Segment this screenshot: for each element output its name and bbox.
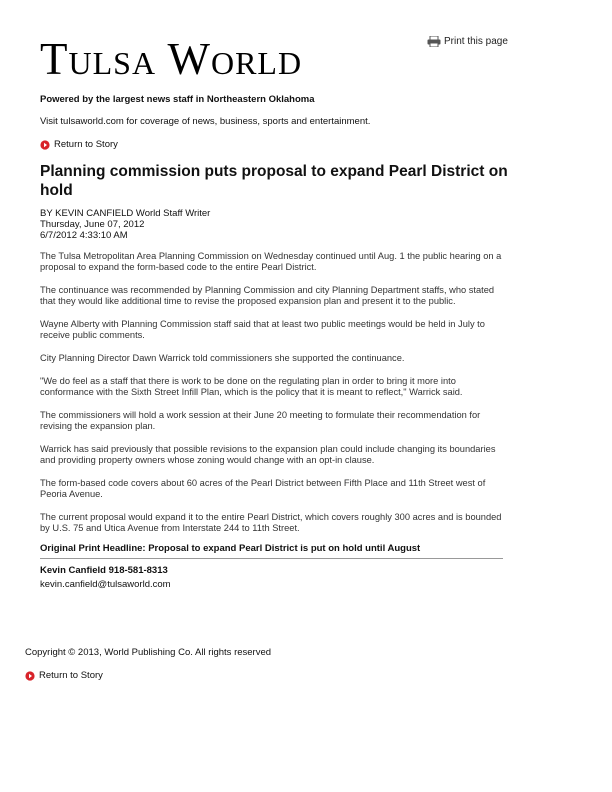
article-timestamp: 6/7/2012 4:33:10 AM (40, 230, 128, 241)
divider (40, 558, 503, 559)
article-paragraph: The commissioners will hold a work session at their June 20 meeting to formulate their recommendation for revising the expansion plan. (40, 410, 481, 431)
article-byline: BY KEVIN CANFIELD World Staff Writer (40, 208, 211, 219)
return-to-story-label: Return to Story (54, 139, 118, 150)
return-to-story-label: Return to Story (39, 670, 103, 681)
article-headline: Planning commission puts proposal to expand Pearl District on hold (40, 163, 508, 199)
arrow-circle-icon (25, 671, 35, 681)
print-page-label: Print this page (444, 36, 508, 47)
author-contact: Kevin Canfield 918-581-8313 (40, 565, 168, 576)
print-page-link[interactable] (427, 36, 508, 47)
printer-icon (427, 36, 441, 47)
article-paragraph: City Planning Director Dawn Warrick told commissioners she supported the continuance. (40, 353, 405, 363)
copyright-notice: Copyright © 2013, World Publishing Co. All rights reserved (25, 647, 272, 658)
visit-line: Visit tulsaworld.com for coverage of news, business, sports and entertainment. (40, 116, 371, 127)
return-to-story-link-bottom[interactable] (25, 670, 103, 681)
arrow-circle-icon (40, 140, 50, 150)
article-body (40, 251, 506, 546)
masthead-text: Tulsa World (40, 34, 303, 84)
tagline: Powered by the largest news staff in Northeastern Oklahoma (40, 94, 315, 105)
author-email: kevin.canfield@tulsaworld.com (40, 579, 171, 590)
article-byline-block (40, 208, 210, 241)
article-date: Thursday, June 07, 2012 (40, 219, 145, 230)
article-paragraph: Warrick has said previously that possible revisions to the expansion plan could include changing its boundaries and providing property owners whose zoning would change with an opt-in clause. (40, 444, 496, 465)
article-paragraph: The current proposal would expand it to the entire Pearl District, which covers roughly 300 acres and is bounded by U.S. 75 and Utica Avenue from Interstate 244 to 11th Street. (40, 512, 502, 533)
return-to-story-link[interactable] (40, 139, 118, 150)
article-paragraph: The Tulsa Metropolitan Area Planning Commission on Wednesday continued until Aug. 1 the public hearing on a proposal to expand the form-based code to the entire Pearl District. (40, 251, 502, 272)
article-paragraph: The continuance was recommended by Planning Commission and city Planning Department staffs, who stated that they would like additional time to revise the proposed expansion plan and present it to the public. (40, 285, 495, 306)
original-print-headline: Original Print Headline: Proposal to expand Pearl District is put on hold until August (40, 543, 421, 554)
article-paragraph: Wayne Alberty with Planning Commission staff said that at least two public meetings would be held in July to receive public comments. (40, 319, 485, 340)
article-paragraph: The form-based code covers about 60 acres of the Pearl District between Fifth Place and 11th Street west of Peoria Avenue. (40, 478, 486, 499)
masthead-logo (40, 34, 370, 84)
article-paragraph: "We do feel as a staff that there is work to be done on the regulating plan in order to bring it more into conformance with the Sixth Street Infill Plan, which is the policy that it is meant to reflect," Warrick said. (40, 376, 463, 397)
